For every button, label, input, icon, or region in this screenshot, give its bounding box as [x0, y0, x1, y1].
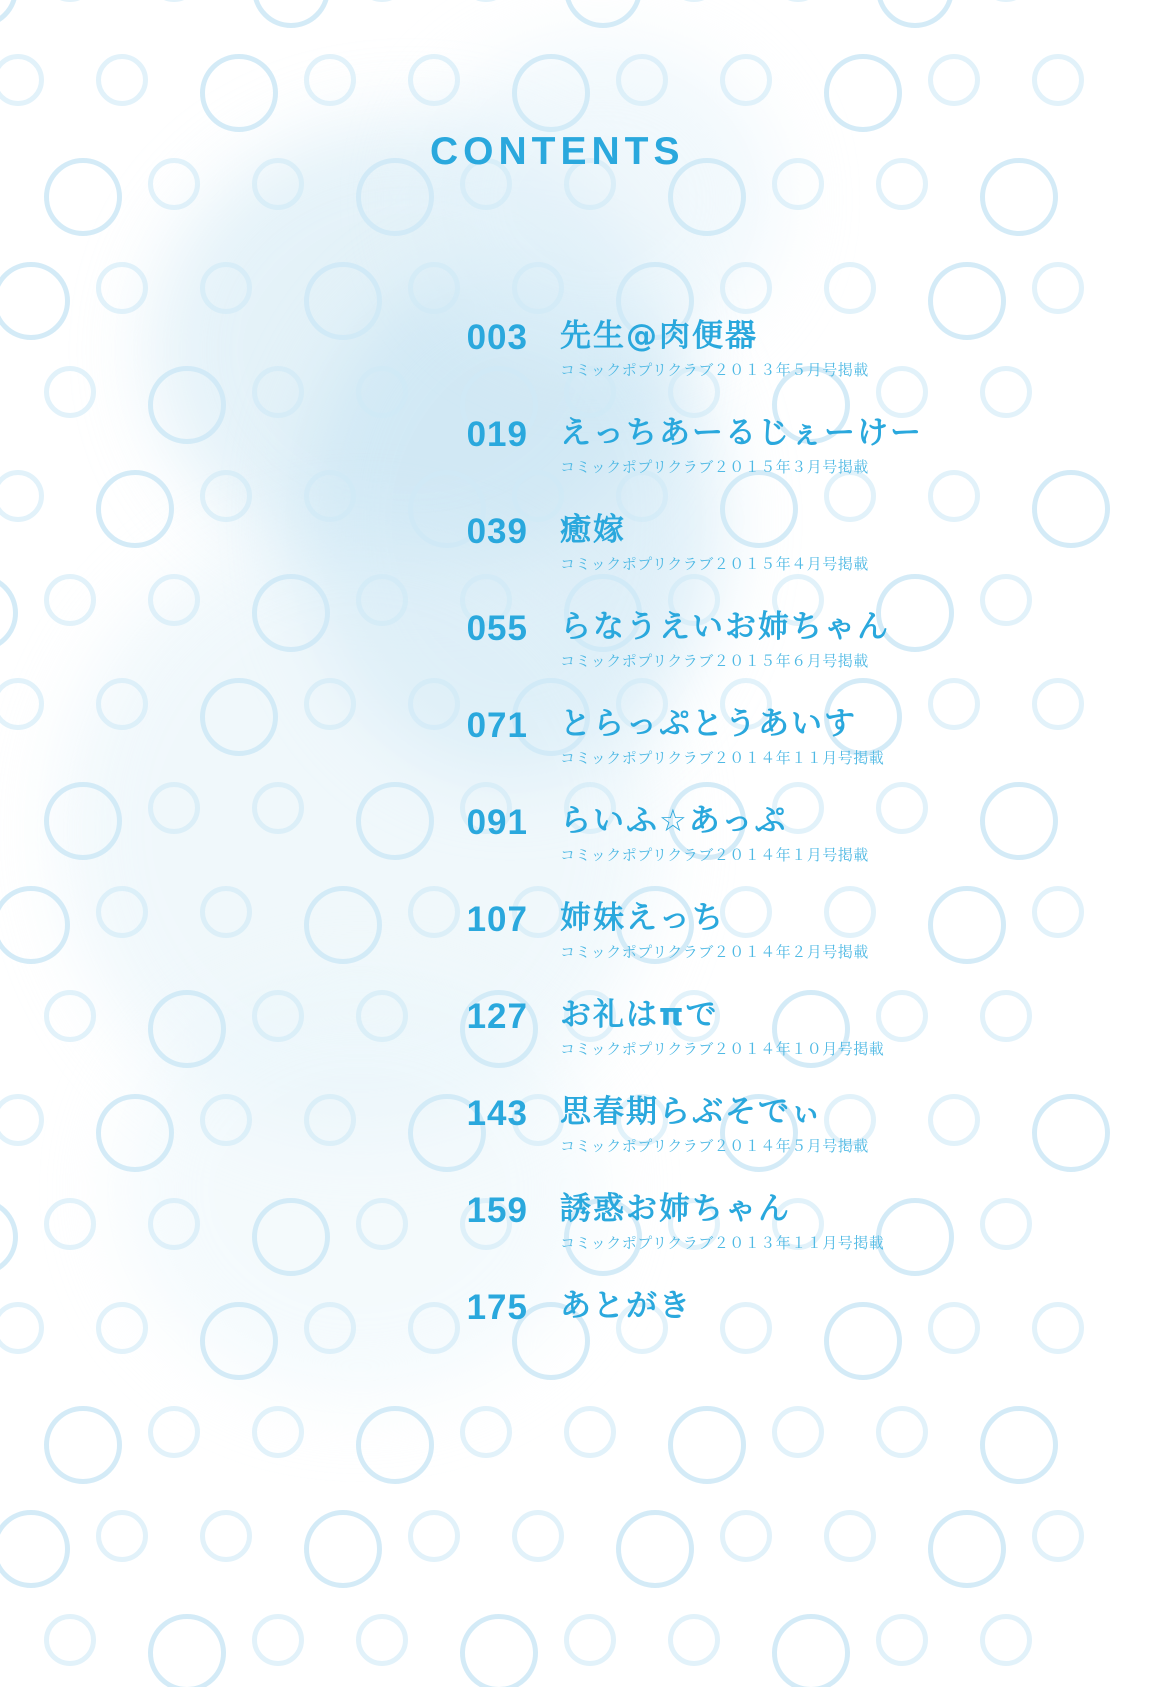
ring-icon: [0, 54, 44, 106]
ring-icon: [772, 1406, 824, 1458]
ring-icon: [148, 990, 226, 1068]
toc-source: コミックポプリクラブ２０１４年２月号掲載: [560, 943, 869, 961]
toc-page-number: 091: [466, 803, 528, 842]
ring-icon: [720, 262, 772, 314]
toc-entry[interactable]: [420, 1285, 1100, 1369]
ring-icon: [200, 470, 252, 522]
ring-icon: [252, 1614, 304, 1666]
ring-icon: [1032, 262, 1084, 314]
ring-icon: [200, 1094, 252, 1146]
toc-entry-text: [560, 1285, 692, 1326]
ring-icon: [1032, 54, 1084, 106]
ring-icon: [460, 1406, 512, 1458]
toc-title: あとがき: [560, 1288, 692, 1324]
toc-page-number: 175: [466, 1288, 528, 1327]
ring-icon: [148, 1406, 200, 1458]
ring-icon: [824, 262, 876, 314]
ring-icon: [0, 262, 70, 340]
toc-title: 誘惑お姉ちゃん: [560, 1191, 791, 1227]
ring-icon: [148, 1198, 200, 1250]
ring-icon: [1032, 1510, 1084, 1562]
ring-icon: [304, 54, 356, 106]
ring-icon: [876, 0, 954, 28]
ring-icon: [408, 1510, 460, 1562]
toc-page-number: 127: [466, 997, 528, 1036]
toc-source: コミックポプリクラブ２０１４年１１月号掲載: [560, 749, 885, 767]
toc-entry[interactable]: [420, 509, 1100, 593]
toc-entry-text: [560, 800, 869, 865]
ring-icon: [148, 782, 200, 834]
toc-source: コミックポプリクラブ２０１５年３月号掲載: [560, 458, 869, 476]
ring-icon: [460, 0, 512, 2]
ring-icon: [44, 366, 96, 418]
toc-title: 思春期らぶそでぃ: [560, 1094, 824, 1130]
ring-icon: [44, 1614, 96, 1666]
toc-source: コミックポプリクラブ２０１５年６月号掲載: [560, 652, 869, 670]
table-of-contents: [420, 315, 1100, 1369]
ring-icon: [252, 0, 330, 28]
toc-title: らなうえいお姉ちゃん: [560, 609, 890, 645]
ring-icon: [0, 0, 18, 28]
ring-icon: [252, 782, 304, 834]
ring-icon: [356, 1406, 434, 1484]
ring-icon: [304, 886, 382, 964]
toc-entry-text: [560, 897, 869, 962]
toc-page-number: 159: [466, 1191, 528, 1230]
ring-icon: [304, 678, 356, 730]
ring-icon: [252, 1406, 304, 1458]
ring-icon: [96, 1302, 148, 1354]
toc-entry[interactable]: [420, 606, 1100, 690]
ring-icon: [564, 1614, 616, 1666]
toc-entry[interactable]: [420, 703, 1100, 787]
toc-entry[interactable]: [420, 315, 1100, 399]
ring-icon: [96, 1094, 174, 1172]
ring-icon: [200, 262, 252, 314]
ring-icon: [460, 1614, 538, 1687]
ring-icon: [356, 574, 408, 626]
ring-icon: [980, 1406, 1058, 1484]
ring-icon: [928, 1510, 1006, 1588]
ring-icon: [200, 54, 278, 132]
ring-icon: [512, 1510, 564, 1562]
ring-icon: [616, 54, 668, 106]
ring-icon: [252, 1198, 330, 1276]
ring-icon: [148, 574, 200, 626]
ring-icon: [304, 1302, 356, 1354]
ring-icon: [44, 158, 122, 236]
ring-icon: [96, 678, 148, 730]
ring-icon: [0, 1302, 44, 1354]
toc-source: コミックポプリクラブ２０１３年５月号掲載: [560, 361, 869, 379]
toc-title: 癒嫁: [560, 512, 626, 548]
toc-title: お礼はπで: [560, 997, 719, 1033]
ring-icon: [720, 1510, 772, 1562]
toc-entry-text: [560, 315, 869, 380]
ring-icon: [200, 1510, 252, 1562]
ring-icon: [148, 158, 200, 210]
ring-icon: [148, 366, 226, 444]
toc-entry-text: [560, 703, 884, 768]
toc-title: とらっぷとうあいす: [560, 706, 857, 742]
ring-icon: [304, 262, 382, 340]
toc-page-number: 143: [466, 1094, 528, 1133]
ring-icon: [876, 1406, 928, 1458]
toc-title: 姉妹えっち: [560, 900, 725, 936]
ring-icon: [304, 1510, 382, 1588]
ring-icon: [44, 1406, 122, 1484]
toc-source: コミックポプリクラブ２０１３年１１月号掲載: [560, 1234, 885, 1252]
toc-entry-text: [560, 412, 923, 477]
ring-icon: [356, 0, 408, 2]
toc-source: コミックポプリクラブ２０１５年４月号掲載: [560, 555, 869, 573]
toc-page-number: 019: [466, 415, 528, 454]
ring-icon: [772, 1614, 850, 1687]
ring-icon: [668, 1406, 746, 1484]
toc-entry[interactable]: [420, 897, 1100, 981]
ring-icon: [980, 1614, 1032, 1666]
ring-icon: [980, 0, 1032, 2]
ring-icon: [980, 158, 1058, 236]
ring-icon: [252, 990, 304, 1042]
ring-icon: [0, 574, 18, 652]
ring-icon: [200, 678, 278, 756]
ring-icon: [928, 54, 980, 106]
ring-icon: [148, 0, 200, 2]
toc-source: コミックポプリクラブ２０１４年１月号掲載: [560, 846, 869, 864]
ring-icon: [304, 1094, 356, 1146]
ring-icon: [824, 1510, 876, 1562]
ring-icon: [876, 1614, 928, 1666]
ring-icon: [44, 0, 96, 2]
ring-icon: [0, 470, 44, 522]
ring-icon: [44, 990, 96, 1042]
ring-icon: [96, 1510, 148, 1562]
ring-icon: [356, 1198, 408, 1250]
toc-entry-text: [560, 509, 869, 574]
toc-entry-text: [560, 1188, 884, 1253]
toc-title: 先生@肉便器: [560, 318, 758, 354]
ring-icon: [512, 54, 590, 132]
toc-entry[interactable]: [420, 1091, 1100, 1175]
toc-entry[interactable]: [420, 800, 1100, 884]
ring-icon: [96, 54, 148, 106]
ring-icon: [0, 1198, 18, 1276]
ring-icon: [0, 886, 70, 964]
ring-icon: [564, 1406, 616, 1458]
ring-icon: [96, 886, 148, 938]
ring-icon: [96, 262, 148, 314]
ring-icon: [772, 158, 824, 210]
toc-entry[interactable]: [420, 1188, 1100, 1272]
ring-icon: [356, 158, 434, 236]
ring-icon: [44, 574, 96, 626]
ring-icon: [512, 262, 564, 314]
ring-icon: [356, 990, 408, 1042]
ring-icon: [616, 1510, 694, 1588]
ring-icon: [0, 1510, 70, 1588]
toc-title: らいふ☆あっぷ: [560, 803, 788, 839]
toc-source: コミックポプリクラブ２０１４年１０月号掲載: [560, 1040, 885, 1058]
ring-icon: [0, 1094, 44, 1146]
toc-source: コミックポプリクラブ２０１４年５月号掲載: [560, 1137, 869, 1155]
toc-page-number: 071: [466, 706, 528, 745]
ring-icon: [148, 1614, 226, 1687]
toc-entry-text: [560, 994, 884, 1059]
ring-icon: [0, 678, 44, 730]
ring-icon: [564, 0, 642, 28]
ring-icon: [824, 54, 902, 132]
ring-icon: [304, 470, 356, 522]
ring-icon: [252, 158, 304, 210]
toc-entry[interactable]: [420, 412, 1100, 496]
toc-page-number: 107: [466, 900, 528, 939]
toc-page-number: 039: [466, 512, 528, 551]
ring-icon: [44, 1198, 96, 1250]
ring-icon: [876, 158, 928, 210]
ring-icon: [200, 886, 252, 938]
toc-title: えっちあーるじぇーけー: [560, 415, 923, 451]
ring-icon: [720, 54, 772, 106]
ring-icon: [356, 1614, 408, 1666]
ring-icon: [668, 0, 720, 2]
ring-icon: [668, 1614, 720, 1666]
ring-icon: [44, 782, 122, 860]
toc-entry[interactable]: [420, 994, 1100, 1078]
ring-icon: [772, 0, 824, 2]
toc-page-number: 055: [466, 609, 528, 648]
toc-page-number: 003: [466, 318, 528, 357]
ring-icon: [252, 366, 304, 418]
toc-entry-text: [560, 606, 890, 671]
toc-entry-text: [560, 1091, 869, 1156]
ring-icon: [96, 470, 174, 548]
page-title: CONTENTS: [430, 130, 685, 173]
ring-icon: [408, 54, 460, 106]
ring-icon: [356, 366, 408, 418]
ring-icon: [252, 574, 330, 652]
ring-icon: [408, 262, 460, 314]
ring-icon: [200, 1302, 278, 1380]
